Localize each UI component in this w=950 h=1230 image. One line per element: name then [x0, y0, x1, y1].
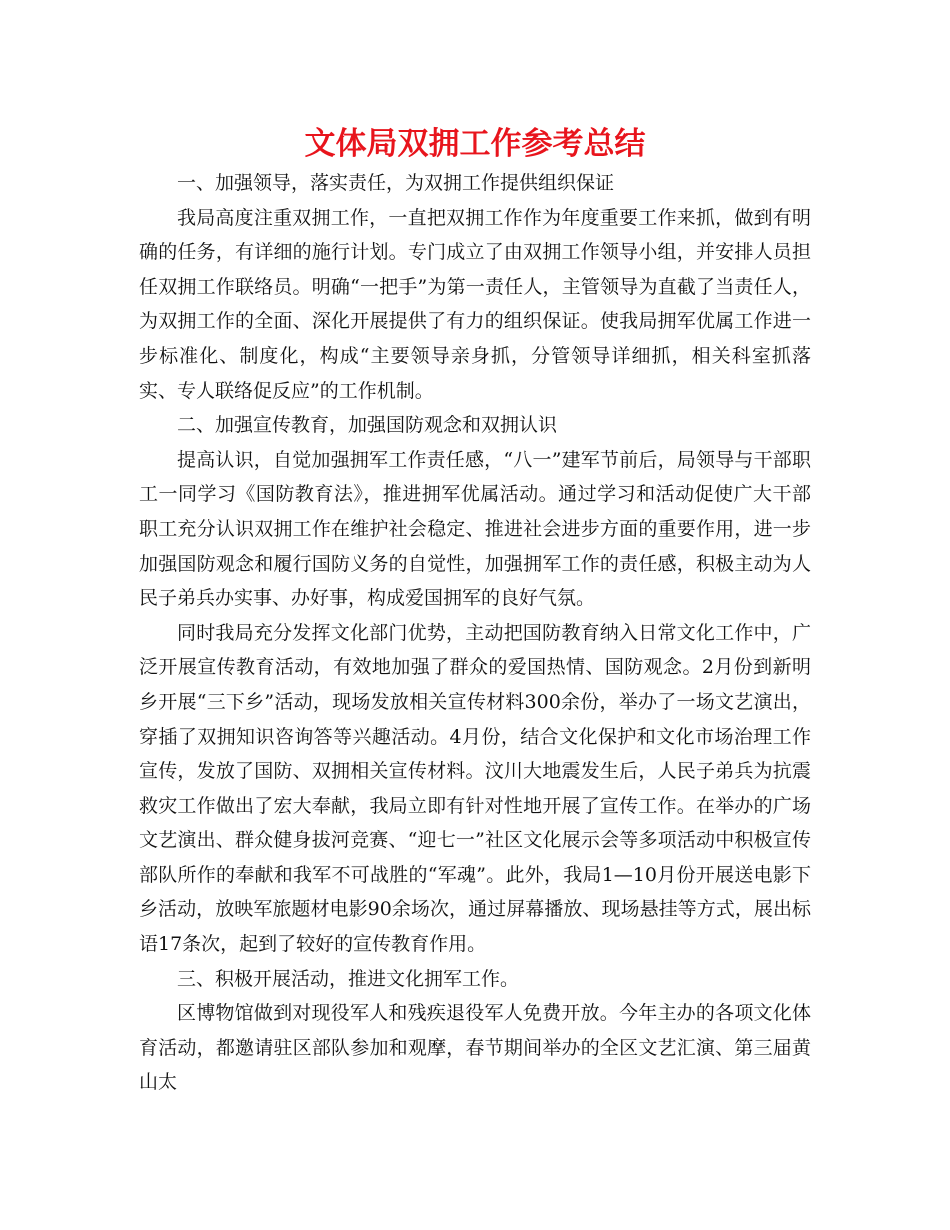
section-heading-3: 三、积极开展活动，推进文化拥军工作。 — [177, 967, 520, 990]
document-title: 文体局双拥工作参考总结 — [304, 126, 646, 162]
section-heading-1: 一、加强领导，落实责任，为双拥工作提供组织保证 — [177, 172, 615, 194]
paragraph: 我局高度注重双拥工作，一直把双拥工作作为年度重要工作来抓，做到有明确的任务，有详细的施行计划。专门成立了由双拥工作领导小组，并安排人员担任双拥工作联络员。明确“一把手”为第一责任人，主管领导为直截了当责任人，为双拥工作的全面、深化开展提供了有力的组织保证。使我局拥军优属工作进一步标准化、制度化，构成“主要领导亲身抓，分管领导详细抓，相关科室抓落实、专人联络促反应”的工作机制。 — [139, 206, 811, 402]
section-heading-2: 二、加强宣传教育，加强国防观念和双拥认识 — [177, 414, 558, 437]
document-body — [139, 166, 811, 1100]
paragraph: 同时我局充分发挥文化部门优势，主动把国防教育纳入日常文化工作中，广泛开展宣传教育活动，有效地加强了群众的爱国热情、国防观念。2月份到新明乡开展“三下乡”活动，现场发放相关宣传材料300余份，举办了一场文艺演出，穿插了双拥知识咨询答等兴趣活动。4月份，结合文化保护和文化市场治理工作宣传，发放了国防、双拥相关宣传材料。汶川大地震发生后，人民子弟兵为抗震救灾工作做出了宏大奉献，我局立即有针对性地开展了宣传工作。在举办的广场文艺演出、群众健身拔河竞赛、“迎七一”社区文化展示会等多项活动中积极宣传部队所作的奉献和我军不可战胜的“军魂”。此外，我局1—10月份开展送电影下乡活动，放映军旅题材电影90余场次，通过屏幕播放、现场悬挂等方式，展出标语17条次，起到了较好的宣传教育作用。 — [139, 621, 811, 956]
paragraph: 区博物馆做到对现役军人和残疾退役军人免费开放。今年主办的各项文化体育活动，都邀请驻区部队参加和观摩，春节期间举办的全区文艺汇演、第三届黄山太 — [139, 1002, 811, 1094]
paragraph: 提高认识，自觉加强拥军工作责任感，“八一”建军节前后，局领导与干部职工一同学习《国防教育法》，推进拥军优属活动。通过学习和活动促使广大干部职工充分认识双拥工作在维护社会稳定、推进社会进步方面的重要作用，进一步加强国防观念和履行国防义务的自觉性，加强拥军工作的责任感，积极主动为人民子弟兵办实事、办好事，构成爱国拥军的良好气氛。 — [139, 448, 811, 610]
